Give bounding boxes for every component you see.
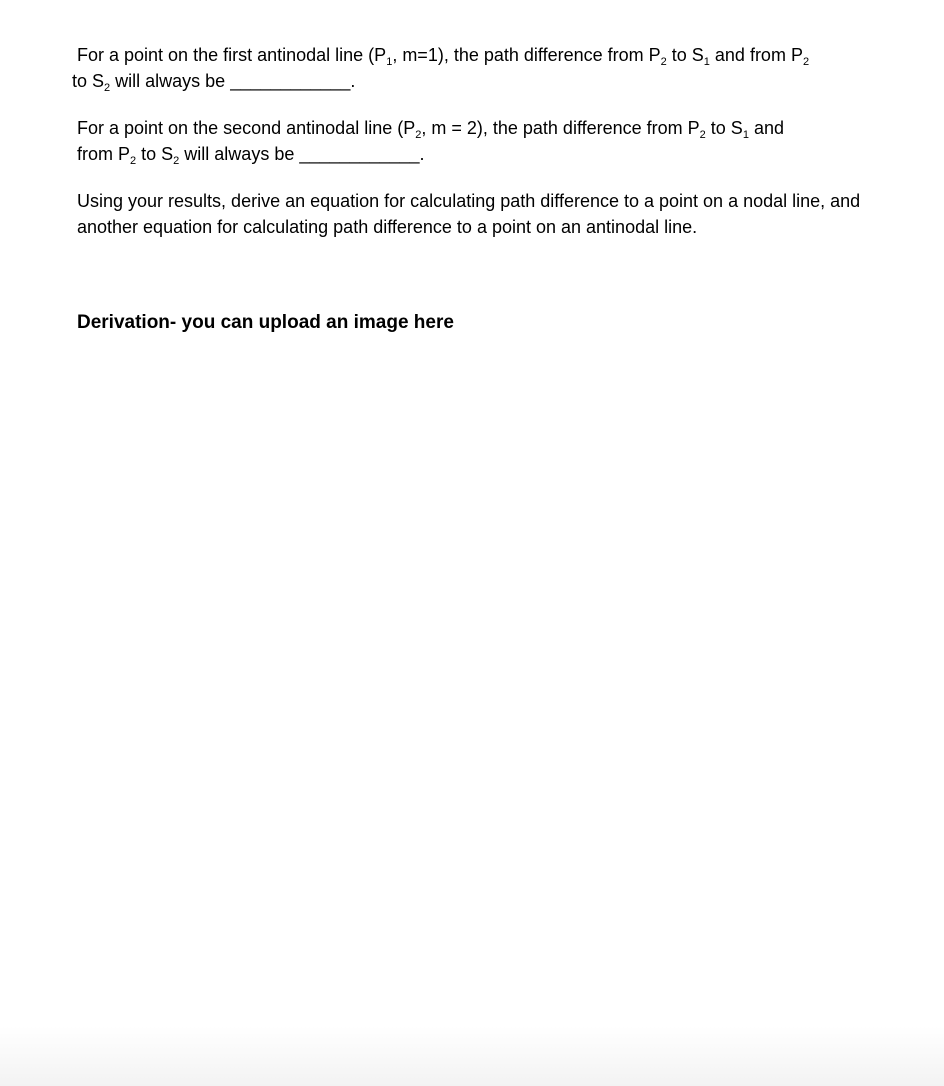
text: to S <box>72 71 105 91</box>
text: , m=1), the path difference from P <box>392 45 661 65</box>
text: For a point on the second antinodal line (P <box>77 118 416 138</box>
subscript: 1 <box>742 129 749 141</box>
subscript: 2 <box>415 129 422 141</box>
text: . <box>350 71 356 91</box>
subscript: 1 <box>386 56 393 68</box>
answer-blank: ____________ <box>230 71 351 91</box>
subscript: 2 <box>130 155 137 167</box>
subscript: 2 <box>173 155 180 167</box>
text: to S <box>666 45 704 65</box>
text: to S <box>705 118 743 138</box>
subscript: 2 <box>699 129 706 141</box>
text: . <box>419 144 425 164</box>
question-first-antinodal-line <box>72 42 897 94</box>
answer-blank: ____________ <box>299 144 420 164</box>
text: and from P <box>709 45 803 65</box>
question-second-antinodal-line <box>77 115 897 167</box>
bottom-shadow <box>0 1026 944 1086</box>
text: and <box>748 118 784 138</box>
derivation-heading: Derivation- you can upload an image here <box>77 312 454 333</box>
text: will always be <box>110 71 231 91</box>
text: to S <box>136 144 174 164</box>
instruction-text: Using your results, derive an equation for calculating path difference to a point on a nodal line, and another equation for calculating path difference to a point on an antinodal line. <box>77 191 861 237</box>
subscript: 2 <box>660 56 667 68</box>
subscript: 1 <box>703 56 710 68</box>
subscript: 2 <box>104 82 111 94</box>
text: For a point on the first antinodal line (P <box>77 45 387 65</box>
subscript: 2 <box>802 56 810 68</box>
text: will always be <box>179 144 300 164</box>
text: , m = 2), the path difference from P <box>421 118 700 138</box>
text: from P <box>77 144 131 164</box>
